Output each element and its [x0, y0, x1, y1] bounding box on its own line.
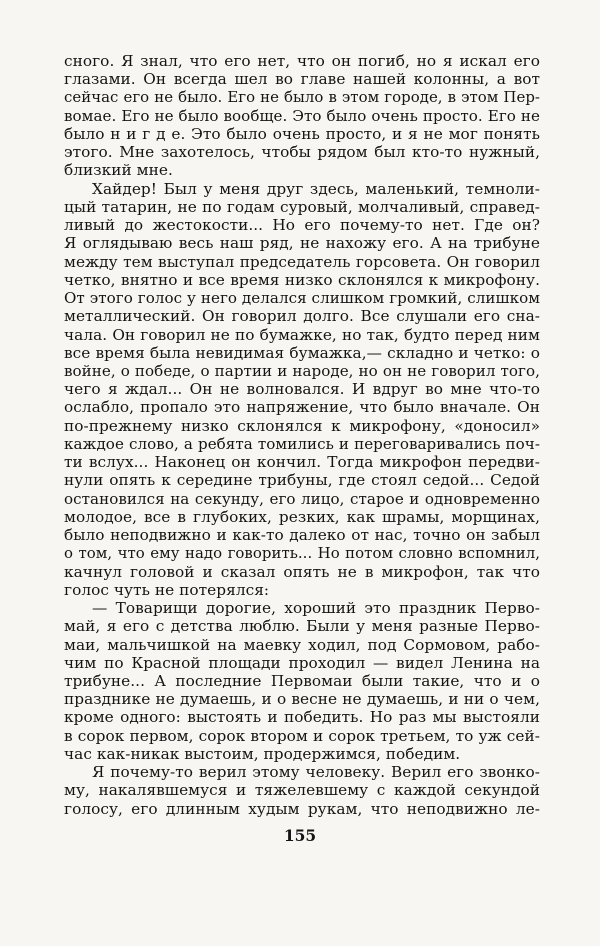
text-line: все время была невидимая бумажка,— складно и четко: о [64, 343, 540, 362]
text-line: нули опять к середине трибуны, где стоял седой... Седой [64, 471, 540, 490]
text-line: металлический. Он говорил долго. Все слушали его сна- [64, 307, 540, 326]
text-line: трибуне... А последние Первомаи были такие, что и о [64, 671, 540, 690]
text-line: му, накалявшемуся и тяжелевшему с каждой секундой [64, 781, 540, 800]
text-line: празднике не думаешь, и о весне не думаешь, и ни о чем, [64, 690, 540, 709]
text-line: было неподвижно и как-то далеко от нас, точно он забыл [64, 526, 540, 545]
text-line: ослабло, пропало это напряжение, что было вначале. Он [64, 398, 540, 417]
text-line: ливый до жестокости... Но его почему-то нет. Где он? [64, 216, 540, 235]
text-line: кроме одного: выстоять и победить. Но раз мы выстояли [64, 708, 540, 727]
text-line: май, я его с детства люблю. Были у меня разные Перво- [64, 617, 540, 636]
text-line: — Товарищи дорогие, хороший это праздник Перво- [92, 599, 540, 618]
body-text [64, 52, 540, 818]
text-line: час как-никак выстоим, продержимся, победим. [64, 744, 461, 763]
text-line: Я почему-то верил этому человеку. Верил его звонко- [92, 763, 540, 782]
text-line: между тем выступал председатель горсовета. Он говорил [64, 252, 540, 271]
text-line: войне, о победе, о партии и народе, но он не говорил того, [64, 361, 540, 380]
text-line: сного. Я знал, что его нет, что он погиб, но я искал его [64, 52, 540, 70]
text-line: по-прежнему низко склонялся к микрофону, «доносил» [64, 416, 540, 435]
text-line: глазами. Он всегда шел во главе нашей колонны, а вот [64, 70, 540, 89]
text-line: в сорок первом, сорок втором и сорок третьем, то уж сей- [64, 726, 540, 745]
text-line: четко, внятно и все время низко склонялся к микрофону. [64, 270, 540, 289]
text-line: голос чуть не потерялся: [64, 580, 270, 599]
text-line: маи, мальчишкой на маевку ходил, под Сормовом, рабо- [64, 635, 540, 654]
text-line: качнул головой и сказал опять не в микрофон, так что [64, 562, 540, 581]
text-line: сейчас его не было. Его не было в этом городе, в этом Пер- [64, 88, 540, 107]
text-line: каждое слово, а ребята томились и переговаривались поч- [64, 434, 540, 453]
text-line: вомае. Его не было вообще. Это было очень просто. Его не [64, 106, 540, 125]
text-line: От этого голос у него делался слишком громкий, слишком [64, 289, 540, 308]
text-line: было н и г д е. Это было очень просто, и я не мог понять [64, 124, 540, 143]
text-line: чим по Красной площади проходил — видел Ленина на [64, 653, 540, 672]
text-line: о том, что ему надо говорить... Но потом словно вспомнил, [64, 544, 540, 563]
text-line: молодое, все в глубоких, резких, как шрамы, морщинах, [64, 507, 540, 526]
text-line: ти вслух... Наконец он кончил. Тогда микрофон передви- [64, 453, 540, 472]
text-line: близкий мне. [64, 161, 173, 180]
text-line: чала. Он говорил не по бумажке, но так, будто перед ним [64, 325, 540, 344]
page-number: 155 [283, 826, 317, 845]
text-line: Хайдер! Был у меня друг здесь, маленький, темноли- [92, 179, 540, 198]
text-line: этого. Мне захотелось, чтобы рядом был кто-то нужный, [64, 143, 540, 162]
text-line: Я оглядываю весь наш ряд, не нахожу его. А на трибуне [64, 234, 540, 253]
text-line: голосу, его длинным худым рукам, что неподвижно ле- [64, 799, 540, 818]
text-line: остановился на секунду, его лицо, старое и одновременно [64, 489, 540, 508]
text-line: чего я ждал... Он не волновался. И вдруг во мне что-то [64, 380, 540, 399]
text-line: цый татарин, не по годам суровый, молчаливый, справед- [64, 197, 540, 216]
